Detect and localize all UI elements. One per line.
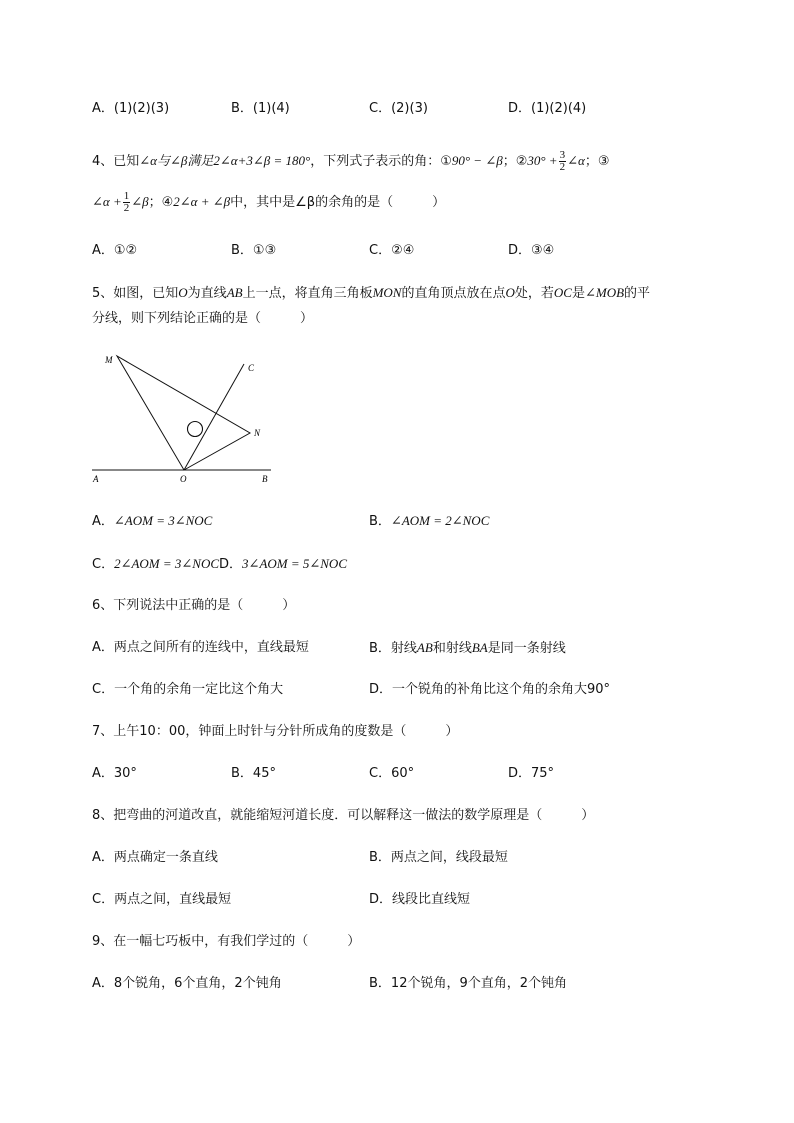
q6-option-a: A．两点之间所有的连线中，直线最短 (92, 640, 309, 655)
q5-option-c-label: C． (92, 557, 115, 572)
q9-option-b: B．12个锐角，9个直角，2个钝角 (369, 976, 568, 991)
q5-option-b-label: B． (369, 514, 391, 529)
q3-option-a: A．(1)(2)(3) (92, 101, 170, 116)
figure-label-b: B (262, 474, 268, 484)
q5-option-b (369, 512, 489, 531)
q4-sep-2: ；② (502, 154, 528, 169)
q5-text-f: 是 (571, 286, 585, 301)
q7-option-a: A．30° (92, 766, 137, 781)
q4-option-d: D．③④ (508, 243, 555, 258)
q4-fraction-3 (123, 191, 131, 214)
q8-option-a: A．两点确定一条直线 (92, 850, 218, 865)
q7-option-b: B．45° (231, 766, 276, 781)
q4-option-c: C．②④ (369, 243, 415, 258)
q7-option-c: C．60° (369, 766, 415, 781)
q4-expr-3b: ∠β (131, 194, 149, 209)
q5-option-a-expr: ∠AOM = 3∠NOC (113, 513, 213, 528)
q4-stem-line2 (92, 191, 445, 214)
q4-prefix: 4、已知 (92, 154, 140, 169)
q5-text-c: 上一点，将直角三角板 (242, 286, 373, 301)
q4-option-a: A．①② (92, 243, 138, 258)
q4-fraction-2-numerator: 3 (559, 149, 566, 161)
q4-expr-4: 2∠α + ∠β (173, 194, 231, 209)
q5-option-c-expr: 2∠AOM = 3∠NOC (114, 556, 220, 571)
q8-option-d: D．线段比直线短 (369, 892, 471, 907)
q6-option-b-mid: 和射线 (432, 641, 472, 656)
q5-angle-mob: ∠MOB (584, 285, 625, 300)
q6-option-b-ray-ab: AB (416, 640, 433, 655)
q5-text-a: 5、如图，已知 (92, 286, 179, 301)
q4-condition: ∠α与∠β满足2∠α+3∠β = 180° (139, 153, 311, 168)
q8-option-b: B．两点之间，线段最短 (369, 850, 508, 865)
q5-option-a (92, 512, 212, 531)
q6-option-b-ray-ba: BA (471, 640, 488, 655)
q3-option-b: B．(1)(4) (231, 101, 290, 116)
q5-text-b: 为直线 (187, 286, 227, 301)
figure-triangle-mon (117, 356, 250, 470)
q4-sep-4: ；④ (148, 195, 174, 210)
q7-stem: 7、上午10：00，钟面上时针与分针所成角的度数是（ ） (92, 724, 459, 739)
q4-fraction-3-numerator: 1 (123, 190, 130, 202)
q6-stem: 6、下列说法中正确的是（ ） (92, 598, 296, 613)
q4-expr-3a: ∠α + (92, 194, 122, 209)
q8-stem: 8、把弯曲的河道改直，就能缩短河道长度．可以解释这一做法的数学原理是（ ） (92, 808, 595, 823)
q5-text-g: 的平 (624, 286, 651, 301)
q4-mid: ，下列式子表示的角：① (310, 154, 452, 169)
q5-point-o-2: O (505, 285, 515, 300)
q8-option-c: C．两点之间，直线最短 (92, 892, 232, 907)
q5-stem-line1 (92, 284, 650, 303)
q5-option-b-expr: ∠AOM = 2∠NOC (390, 513, 490, 528)
q5-option-a-label: A． (92, 514, 114, 529)
q5-text-d: 的直角顶点放在点 (401, 286, 506, 301)
figure-ray-oc (184, 364, 244, 470)
q4-tail: 中，其中是∠β的余角的是（ ） (230, 195, 446, 210)
figure-label-m: M (105, 355, 113, 365)
q3-option-c: C．(2)(3) (369, 101, 428, 116)
q5-line-ab: AB (226, 285, 243, 300)
figure-label-c: C (248, 363, 255, 373)
q9-stem: 9、在一幅七巧板中，有我们学过的（ ） (92, 934, 361, 949)
figure-label-a: A (93, 474, 99, 484)
q5-text-e: 处，若 (514, 286, 554, 301)
q5-option-d-label: D． (219, 557, 243, 572)
q9-option-a: A．8个锐角，6个直角，2个钝角 (92, 976, 282, 991)
q6-option-c: C．一个角的余角一定比这个角大 (92, 682, 284, 697)
q6-option-b (369, 639, 566, 658)
q4-fraction-3-denominator: 2 (123, 202, 130, 214)
q4-fraction-2 (559, 150, 567, 173)
figure-label-n: N (254, 428, 261, 438)
q6-option-d: D．一个锐角的补角比这个角的余角大90° (369, 682, 611, 697)
q6-option-b-post: 是同一条射线 (487, 641, 566, 656)
q5-stem-line2: 分线，则下列结论正确的是（ ） (92, 311, 314, 326)
q7-option-d: D．75° (508, 766, 555, 781)
q4-expr-2b: ∠α (567, 153, 585, 168)
figure-label-o: O (180, 474, 187, 484)
q4-fraction-2-denominator: 2 (559, 161, 566, 173)
q4-expr-1: 90° − ∠β (451, 153, 503, 168)
figure-circle (188, 422, 203, 437)
q4-stem-line1 (92, 150, 609, 173)
q4-option-b: B．①③ (231, 243, 277, 258)
q5-option-c-d (92, 555, 347, 574)
q4-expr-2a: 30° + (527, 153, 558, 168)
q5-option-d-expr: 3∠AOM = 5∠NOC (242, 556, 347, 571)
q5-ray-oc: OC (553, 285, 572, 300)
q3-option-d: D．(1)(2)(4) (508, 101, 587, 116)
q5-figure (85, 350, 280, 490)
q4-sep-3: ；③ (584, 154, 610, 169)
q5-point-o: O (178, 285, 188, 300)
q6-option-b-pre: B．射线 (369, 641, 417, 656)
q5-triangle-mon: MON (372, 285, 402, 300)
